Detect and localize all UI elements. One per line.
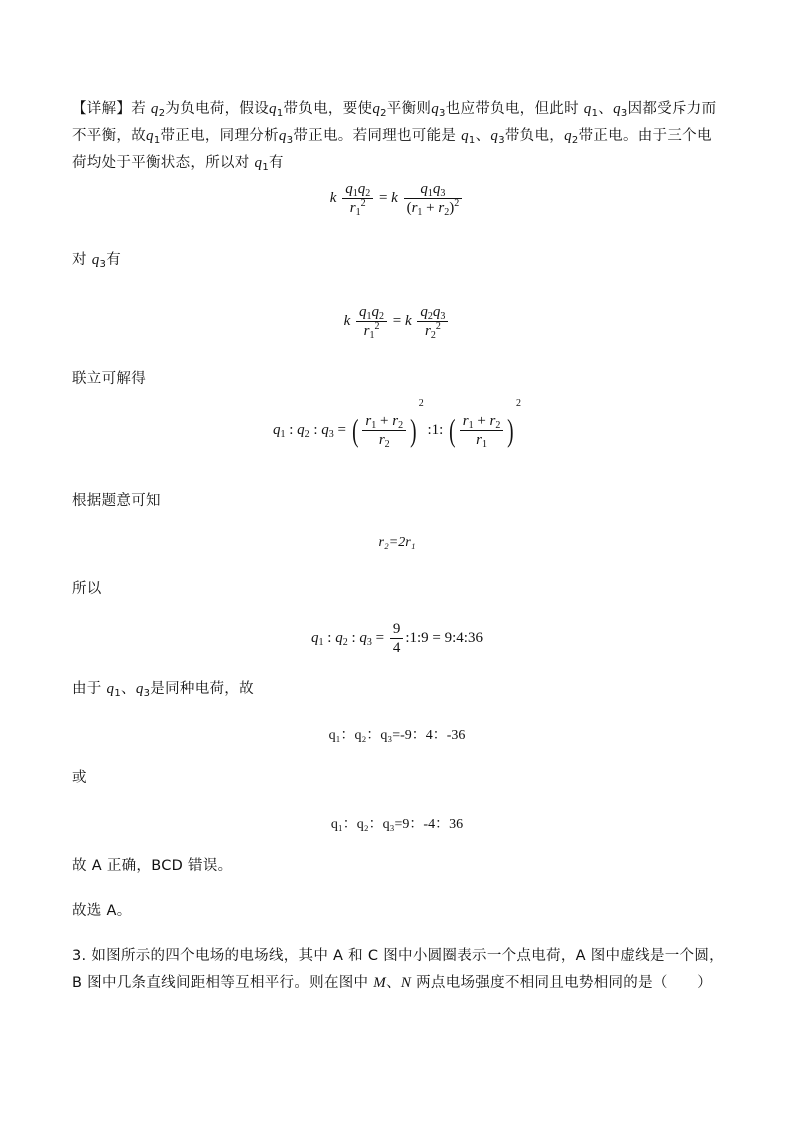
equation-q1-balance: k $\frac{q_1q_2}{r_1^2}$ = k $\frac{q_1q_3}{(r_1 + r_2)^2}$ [0, 180, 794, 217]
q3-intro: 对 $q_3$有 [72, 252, 122, 270]
so-text: 所以 [72, 581, 102, 597]
detail-label: 【详解】 [72, 101, 132, 117]
equation-q3-balance: k $\frac{q_1q_2}{r_1^2}$ = k $\frac{q_2q_3}{r_2^2}$ [0, 303, 794, 340]
same-charge-text: 由于 $q_1$、$q_3$是同种电荷，故 [72, 681, 254, 699]
question-3: 3. 如图所示的四个电场的电场线，其中 A 和 C 图中小圆圈表示一个点电荷，A 图中虚线是一个圆，B 图中几条直线间距相等互相平行。则在图中 M、N 两点电场强度不相同且电势相同的是（ ） [72, 948, 724, 991]
or-text: 或 [72, 770, 87, 786]
analysis-paragraph: 【详解】若 $q_2$为负电荷，假设$q_1$带负电，要使$q_2$平衡则$q_3$也应带负电，但此时 $q_1$、$q_3$因都受斥力而不平衡，故$q_1$带正电，同理分析$q_3$带正电。若同理也可能是 $q_1$、$q_3$带负电，$q_2$带正电。由于三个电荷均处于平衡状态，所以对 $q_1$有 [72, 101, 717, 173]
equation-ratio-result: $q_1$ : $q_2$ : $q_3$ = $\frac{9}{4}$ :1:9 = 9:4:36 [311, 621, 483, 656]
given-text: 根据题意可知 [72, 493, 161, 509]
equation-charge-ratio: $q_1$ : $q_2$ : $q_3$ = ( $\frac{r_1 + r_2}{r_2}$ )$^2$ :1: ( $\frac{r_1 + r_2}{r_1}$ )$^2$ [272, 398, 522, 450]
conclusion-text: 故 A 正确，BCD 错误。 [72, 858, 233, 874]
equation-case-b: q₁：q₂：q₃=9：-4：36 [330, 817, 464, 832]
choice-text: 故选 A。 [72, 903, 132, 919]
equation-radius: r₂=2r₁ [378, 535, 416, 550]
ratio-tail: :1:9 = 9:4:36 [405, 630, 483, 646]
solve-text: 联立可解得 [72, 371, 146, 387]
equation-case-a: q₁：q₂：q₃=-9：4：-36 [328, 728, 466, 743]
